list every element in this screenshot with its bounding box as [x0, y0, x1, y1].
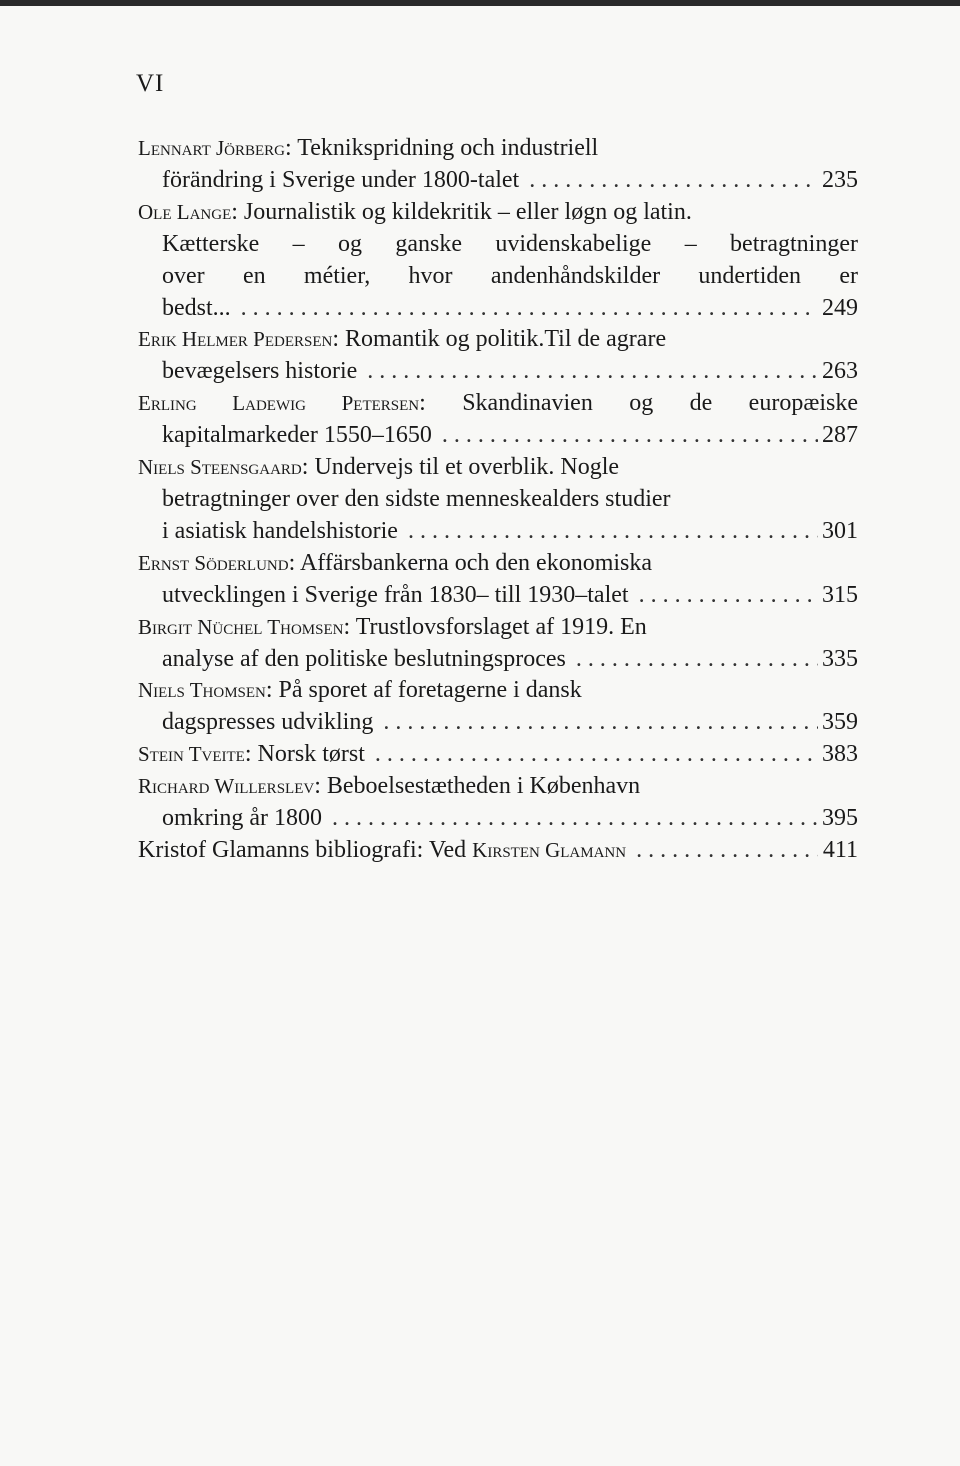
entry-title-cont: kapitalmarkeder 1550–1650: [162, 422, 432, 449]
entry-title-cont: utvecklingen i Sverige från 1830– till 1930–talet: [162, 581, 629, 608]
entry-title: Teknikspridning och industriell: [297, 135, 599, 161]
dot-leader: [365, 739, 818, 771]
author-name: Ole Lange: [138, 199, 232, 224]
author-name: Erik Helmer Pedersen: [138, 327, 333, 352]
dot-leader: [373, 707, 818, 739]
toc-entry: [138, 452, 858, 548]
entry-title: Trustlovsforslaget af 1919. En: [355, 613, 647, 640]
page-ref: 263: [822, 358, 858, 385]
entry-title: På sporet af foretagerne i dansk: [278, 677, 582, 704]
toc-entry-first-line: Birgit Nüchel Thomsen: Trustlovsforslaget af 1919. En: [138, 613, 647, 640]
toc-entry-last-line: [138, 356, 858, 388]
page-ref: 383: [822, 741, 858, 768]
page-ref: 395: [822, 805, 858, 832]
entry-title-cont: bedst...: [162, 294, 231, 321]
toc-entry-last-line: [138, 835, 858, 867]
table-of-contents: [138, 133, 858, 867]
dot-leader: [432, 420, 818, 452]
author-name: Richard Willerslev: [138, 774, 315, 799]
entry-title: Journalistik og kildekritik – eller løgn og latin.: [243, 198, 692, 225]
entry-title: Undervejs til et overblik. Nogle: [314, 454, 620, 481]
entry-title-cont: analyse af den politiske beslutningsproces: [162, 645, 566, 672]
dot-leader: [357, 356, 818, 388]
toc-entry-last-line: [138, 644, 858, 676]
author-name: Erling Ladewig Petersen: [138, 391, 420, 416]
toc-entry-first-line: Lennart Jörberg: Teknikspridning och industriell: [138, 135, 599, 161]
entry-title-cont: i asiatisk handelshistorie: [162, 517, 398, 544]
entry-title-cont: betragtninger over den sidste menneskealders studier: [162, 485, 671, 512]
dot-leader: [322, 803, 818, 835]
toc-entry-last-line: [138, 165, 858, 197]
entry-title-cont: over en métier, hvor andenhåndskilder undertiden er: [162, 262, 858, 289]
toc-entry-first-line: Niels Thomsen: På sporet af foretagerne i dansk: [138, 677, 582, 704]
entry-title-cont: Kætterske – og ganske uvidenskabelige – betragtninger: [162, 230, 858, 257]
dot-leader: [629, 580, 818, 612]
page-ref: 287: [822, 422, 858, 449]
author-name: Niels Steensgaard: [138, 455, 302, 480]
dot-leader: [626, 835, 818, 867]
entry-title-text: Norsk tørst: [257, 741, 365, 768]
toc-entry-first-line: Niels Steensgaard: Undervejs til et overblik. Nogle: [138, 454, 620, 481]
entry-title: Skandinavien og de europæiske: [462, 390, 858, 417]
toc-entry-bibliography: [138, 835, 858, 867]
page-ref: 359: [822, 709, 858, 736]
toc-entry: [138, 197, 858, 325]
entry-title-cont: bevægelsers historie: [162, 358, 358, 385]
page-ref: 335: [822, 645, 858, 672]
toc-entry: [138, 739, 858, 771]
entry-title: [138, 835, 626, 867]
page-number: VI: [136, 70, 165, 97]
entry-title-cont: dagspresses udvikling: [162, 709, 374, 736]
toc-entry-last-line: [138, 580, 858, 612]
entry-title: Romantik og politik.Til de agrare: [345, 326, 667, 353]
toc-entry: [138, 388, 858, 452]
toc-entry-first-line: Richard Willerslev: Beboelsestætheden i København: [138, 773, 641, 800]
toc-entry-first-line: Ole Lange: Journalistik og kildekritik – eller løgn og latin.: [138, 198, 692, 225]
page-ref: 411: [822, 836, 858, 863]
toc-entry-first-line: Erling Ladewig Petersen: Skandinavien og de europæiske: [138, 390, 858, 417]
dot-leader: [566, 644, 818, 676]
toc-entry-last-line: [138, 293, 858, 325]
page-ref: 301: [822, 517, 858, 544]
page-ref: 315: [822, 581, 858, 608]
author-name: Birgit Nüchel Thomsen: [138, 614, 344, 639]
author-name: Ernst Söderlund: [138, 550, 289, 575]
toc-entry-last-line: [138, 707, 858, 739]
toc-entry-last-line: [138, 803, 858, 835]
toc-entry-last-line: [138, 420, 858, 452]
entry-title-text: Kristof Glamanns bibliografi: Ved: [138, 836, 467, 863]
toc-entry: [138, 324, 858, 388]
author-name: Stein Tveite: [138, 742, 245, 767]
entry-title: Stein Tveite: Norsk tørst: [138, 741, 365, 768]
dot-leader: [231, 293, 818, 325]
toc-entry-first-line: Ernst Söderlund: Affärsbankerna och den ekonomiska: [138, 549, 653, 576]
dot-leader: [398, 516, 818, 548]
author-name: Lennart Jörberg: [138, 136, 286, 160]
toc-entry-last-line: [138, 739, 858, 771]
toc-entry: [138, 612, 858, 676]
page-ref: 235: [822, 166, 858, 193]
dot-leader: [519, 165, 818, 197]
entry-title: Beboelsestætheden i København: [326, 773, 641, 800]
toc-entry: [138, 771, 858, 835]
entry-title-cont: förändring i Sverige under 1800-talet: [162, 166, 520, 193]
author-name: Kirsten Glamann: [472, 837, 627, 862]
toc-entry: [138, 675, 858, 739]
toc-entry-last-line: [138, 516, 858, 548]
toc-entry-first-line: Erik Helmer Pedersen: Romantik og politik.Til de agrare: [138, 326, 667, 353]
toc-entry: [138, 133, 858, 197]
entry-title: Affärsbankerna och den ekonomiska: [299, 549, 653, 576]
entry-title-cont: omkring år 1800: [162, 805, 322, 832]
page-ref: 249: [822, 294, 858, 321]
top-border: [0, 0, 960, 6]
toc-entry: [138, 548, 858, 612]
author-name: Niels Thomsen: [138, 678, 266, 703]
